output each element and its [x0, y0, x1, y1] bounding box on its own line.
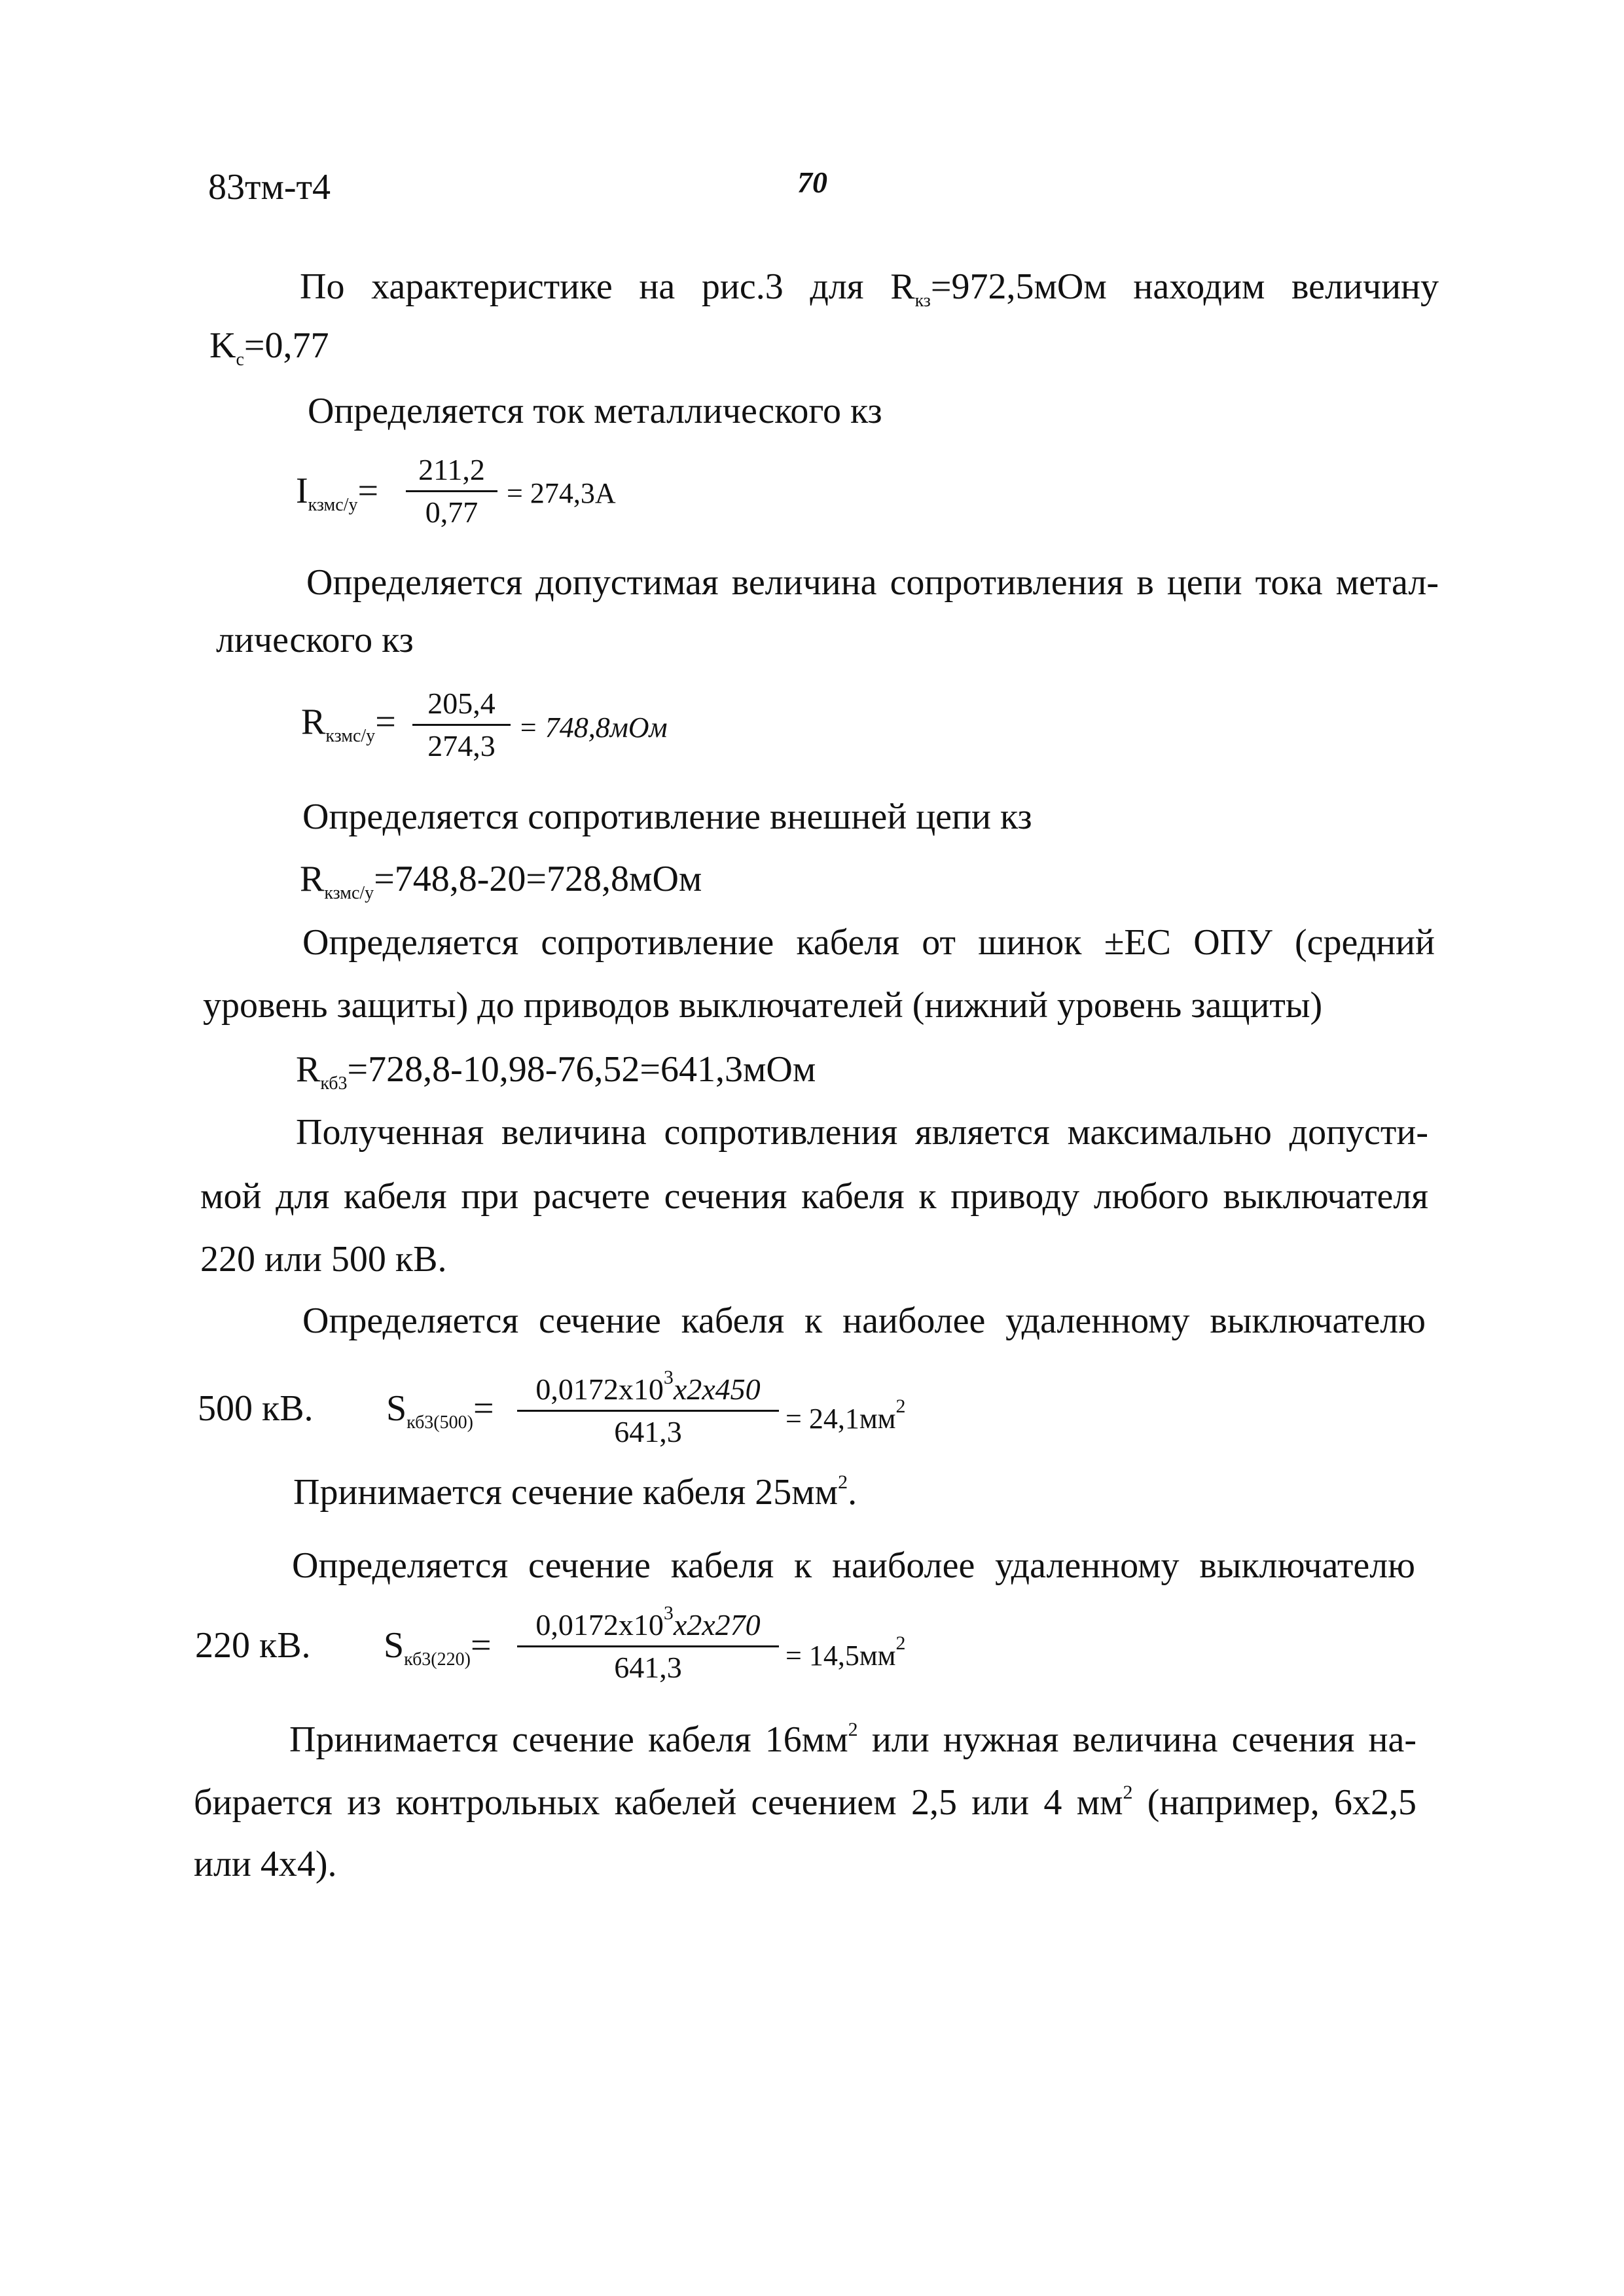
formula-lhs: $S_{кб3(500)}=$ — [386, 1388, 494, 1433]
fraction-bar — [406, 490, 497, 492]
fraction — [406, 455, 497, 528]
paragraph-line: Определяется допустимая величина сопротивления в цепи тока метал- — [306, 562, 1439, 603]
fraction-numerator: 211,2 — [418, 453, 485, 486]
page-number: 70 — [797, 166, 827, 199]
paragraph-line: Определяется ток металлического кз — [308, 391, 882, 431]
paragraph-line: Определяется сопротивление внешней цепи кз — [302, 797, 1032, 837]
fraction-denominator: 0,77 — [425, 495, 478, 529]
formula-lhs: $S_{кб3(220)}=$ — [384, 1625, 492, 1670]
fraction — [517, 1604, 779, 1683]
fraction-numerator: 205,4 — [427, 687, 496, 720]
paragraph-line: или 4х4). — [194, 1844, 337, 1884]
fraction-bar — [517, 1645, 779, 1647]
paragraph-line: По характеристике на рис.3 для $R_{кз}=972,5мОм$ находим величину — [300, 266, 1439, 311]
fraction — [517, 1368, 779, 1447]
formula-lhs: $I_{кзмс/у}=$ — [296, 471, 379, 515]
formula-result: = 274,3A — [507, 477, 616, 509]
paragraph-line: Определяется сопротивление кабеля от шинок ±ЕС ОПУ (средний — [302, 922, 1435, 963]
fraction-bar — [517, 1410, 779, 1412]
paragraph-line: Определяется сечение кабеля к наиболее удаленному выключателю — [302, 1300, 1426, 1341]
fraction-bar — [412, 724, 511, 726]
paragraph-line: мой для кабеля при расчете сечения кабеля к приводу любого выключателя — [200, 1176, 1428, 1217]
paragraph-line: Принимается сечение кабеля $25мм^2$. — [293, 1471, 857, 1513]
paragraph-line: бирается из контрольных кабелей сечением 2,5 или 4 $мм^2$ (например, 6х2,5 — [194, 1782, 1416, 1823]
fraction-denominator: 641,3 — [614, 1651, 682, 1684]
formula-result: = 748,8мОм — [518, 711, 668, 744]
formula-line: $R_{кзмс/у}=748,8-20=728,8мОм$ — [300, 859, 702, 903]
document-code: 83тм-т4 — [208, 167, 331, 207]
paragraph-line: 500 кВ. — [198, 1388, 314, 1429]
paragraph-line: 220 кВ. — [195, 1625, 311, 1666]
paragraph-line: 220 или 500 кВ. — [200, 1239, 447, 1280]
formula-result: = $14,5мм^2$ — [785, 1632, 906, 1672]
paragraph-line: уровень защиты) до приводов выключателей (нижний уровень защиты) — [203, 985, 1323, 1026]
paragraph-line: Принимается сечение кабеля $16мм^2$ или нужная величина сечения на- — [289, 1719, 1416, 1760]
fraction — [412, 689, 511, 761]
paragraph-line: Определяется сечение кабеля к наиболее удаленному выключателю — [292, 1545, 1415, 1586]
fraction-denominator: 641,3 — [614, 1415, 682, 1448]
fraction-numerator: $0,0172x10^3x2x270$ — [535, 1602, 761, 1641]
fraction-numerator: $0,0172x10^3x2x450$ — [535, 1367, 761, 1406]
paragraph-line: $K_с=0,77$ — [209, 325, 329, 370]
fraction-denominator: 274,3 — [427, 729, 496, 762]
paragraph-line: Полученная величина сопротивления является максимально допусти- — [296, 1112, 1428, 1153]
formula-result: = $24,1мм^2$ — [785, 1395, 906, 1435]
paragraph-line: лического кз — [216, 620, 414, 660]
formula-line: $R_{кб3}=728,8-10,98-76,52=641,3мОм$ — [296, 1049, 816, 1094]
formula-lhs: $R_{кзмс/у}=$ — [301, 702, 396, 746]
